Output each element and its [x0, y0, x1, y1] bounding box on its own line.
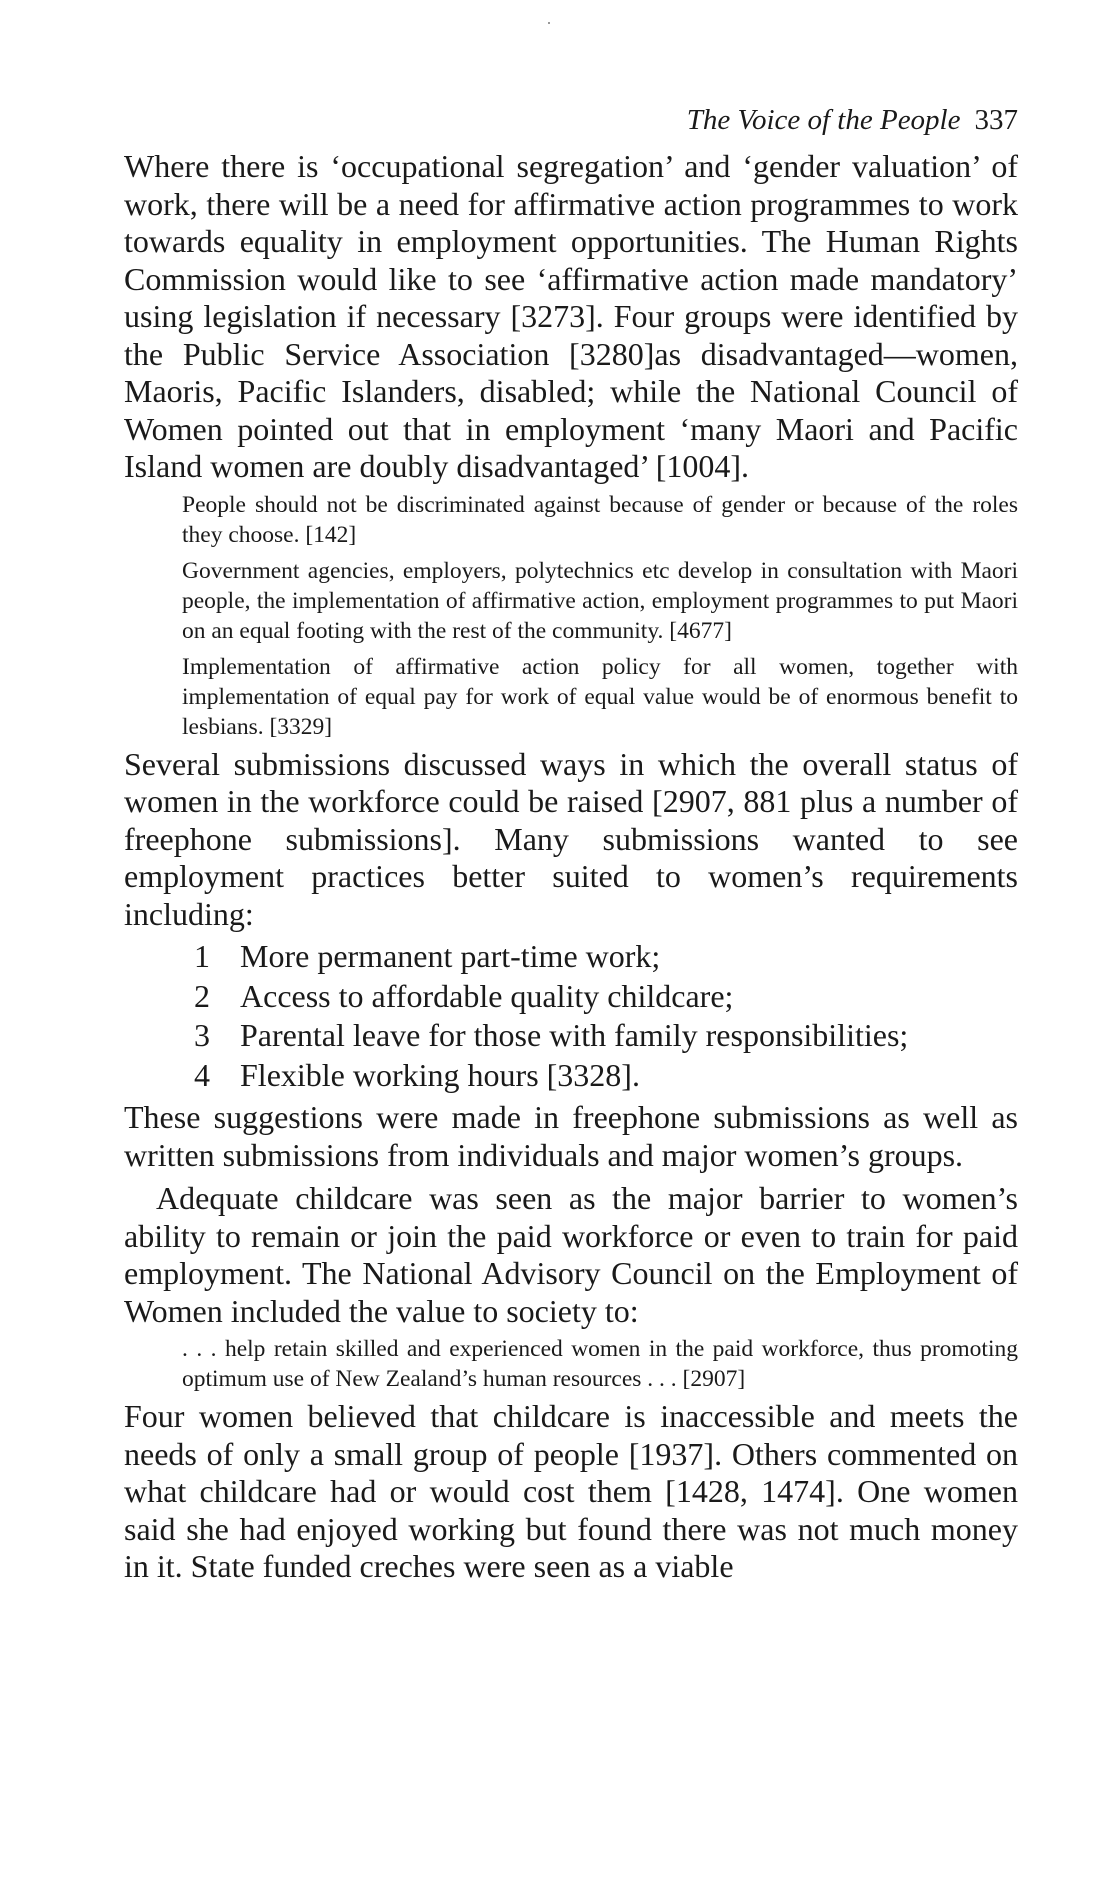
- list-item-number: 4: [194, 1056, 210, 1093]
- book-page: [124, 100, 1018, 1586]
- list-item-number: 1: [194, 938, 210, 974]
- list-item-text: Parental leave for those with family responsibilities;: [240, 1017, 909, 1053]
- quote-3329: Implementation of affirmative action policy for all women, together with implementation of equal pay for work of equal value would be of enormous benefit to lesbians. [3329]: [182, 653, 1018, 740]
- list-item: [194, 1056, 1018, 1096]
- quote-4677: Government agencies, employers, polytechnics etc develop in consultation with Maori people, the implementation of affirmative action, employment programmes to put Maori on an equal footing with the rest of the community. [4677]: [182, 557, 1018, 644]
- list-item: [194, 1016, 1018, 1056]
- list-item: [194, 977, 1018, 1017]
- list-item-text: More permanent part-time work;: [240, 938, 661, 974]
- paragraph-childcare-cost: Four women believed that childcare is inaccessible and meets the needs of only a small group of people [1937]. Others commented on what childcare had or would cost them [1428, 1474]. One women said she had enjoyed working but found there was not much money in it. State funded creches were seen as a viable: [124, 1398, 1018, 1584]
- page-number: 337: [974, 104, 1018, 136]
- quote-2907: . . . help retain skilled and experienced women in the paid workforce, thus promoting optimum use of New Zealand’s human resources . . . [2907]: [182, 1336, 1018, 1392]
- paragraph-childcare-barrier: Adequate childcare was seen as the major barrier to women’s ability to remain or join the paid workforce or even to train for paid employment. The National Advisory Council on the Employment of Women included the value to society to:: [124, 1180, 1018, 1329]
- list-item-text: Flexible working hours [3328].: [240, 1056, 640, 1093]
- running-head-title: The Voice of the People: [686, 104, 961, 136]
- paragraph-suggestions: These suggestions were made in freephone submissions as well as written submissions from individuals and major women’s groups.: [124, 1099, 1018, 1173]
- list-item-text: Access to affordable quality childcare;: [240, 977, 734, 1014]
- quote-142: People should not be discriminated against because of gender or because of the roles they choose. [142]: [182, 491, 1018, 548]
- list-item-number: 2: [194, 977, 210, 1014]
- list-item-number: 3: [194, 1017, 210, 1053]
- running-head: [124, 100, 1018, 140]
- paragraph-workforce-status: Several submissions discussed ways in which the overall status of women in the workforce could be raised [2907, 881 plus a number of freephone submissions]. Many submissions wanted to see employment practices better suited to women’s requirements including:: [124, 745, 1018, 932]
- paragraph-affirmative-action: Where there is ‘occupational segregation’ and ‘gender valuation’ of work, there will be a need for affirmative action programmes to work towards equality in employment opportunities. The Human Rights Commission would like to see ‘affirmative action made mandatory’ using legislation if necessary [3273]. Four groups were identified by the Public Service Association [3280]as disadvantaged—women, Maoris, Pacific Islanders, disabled; while the National Council of Women pointed out that in employment ‘many Maori and Pacific Island women are doubly disadvantaged’ [1004].: [124, 148, 1018, 484]
- requirements-list: [124, 937, 1018, 1095]
- scan-mark: [548, 22, 550, 24]
- list-item: [194, 937, 1018, 977]
